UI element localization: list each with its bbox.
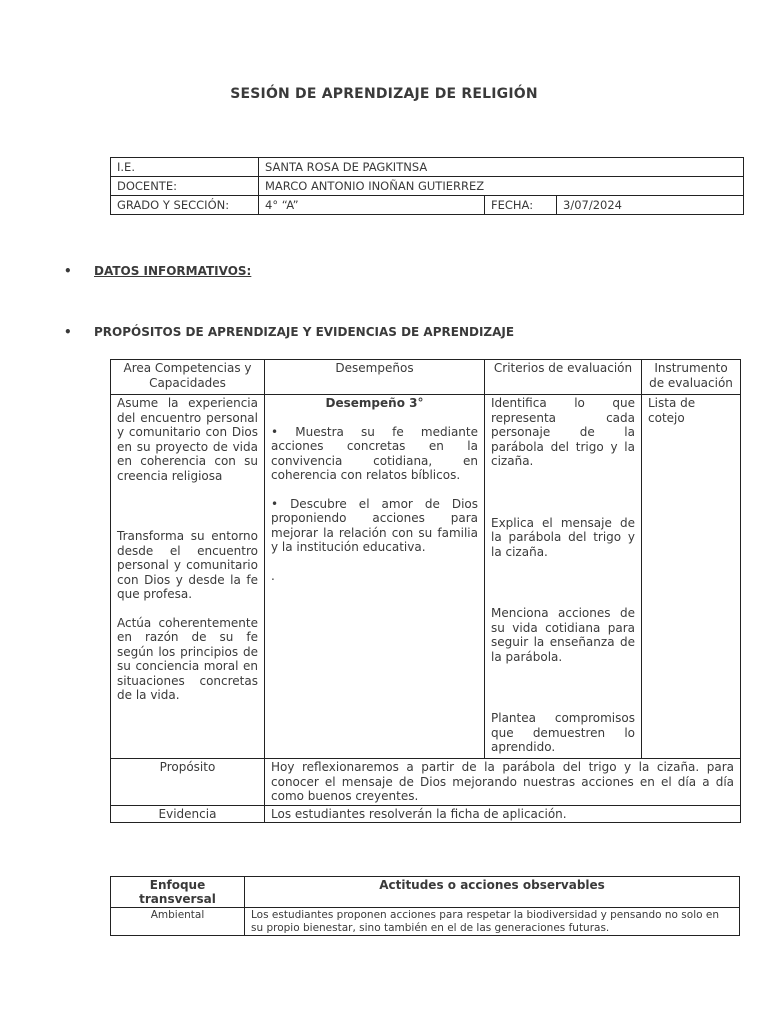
docente-value: MARCO ANTONIO INOÑAN GUTIERREZ (259, 177, 744, 196)
table-header-row (111, 360, 741, 395)
evidencia-label: Evidencia (111, 805, 265, 823)
instrumento-cell (642, 395, 741, 759)
section-propositos (64, 325, 514, 339)
header-instrumento: Instrumento de evaluación (642, 360, 741, 395)
section-heading: PROPÓSITOS DE APRENDIZAJE Y EVIDENCIAS DE APRENDIZAJE (94, 325, 515, 339)
competencias-cell (111, 395, 265, 759)
table-header-row (111, 877, 740, 908)
enfoque-table (110, 876, 740, 936)
evidencia-value: Los estudiantes resolverán la ficha de aplicación. (265, 805, 741, 823)
section-heading: DATOS INFORMATIVOS: (94, 264, 252, 278)
bullet: • (64, 325, 72, 339)
header-competencias: Area Competencias y Capacidades (111, 360, 265, 395)
desempeno-3: . (271, 568, 275, 583)
bullet: • (64, 264, 72, 278)
header-actitudes: Actitudes o acciones observables (245, 877, 740, 908)
ie-value: SANTA ROSA DE PAGKITNSA (259, 158, 744, 177)
criterio-3: Menciona acciones de su vida cotidiana para seguir la enseñanza de la parábola. (491, 606, 635, 664)
competencia-2: Transforma su entorno desde el encuentro personal y comunitario con Dios y desde la fe que profesa. (117, 529, 258, 601)
header-criterios: Criterios de evaluación (485, 360, 642, 395)
table-row (111, 908, 740, 936)
header-enfoque: Enfoque transversal (111, 877, 245, 908)
table-row (111, 395, 741, 759)
grado-label: GRADO Y SECCIÓN: (111, 196, 259, 215)
instrumento-value: Lista de cotejo (648, 396, 696, 425)
table-row (111, 158, 744, 177)
proposito-value: Hoy reflexionaremos a partir de la parábola del trigo y la cizaña. para conocer el mensaje de Dios mejorando nuestras acciones en el día a día como buenos creyentes. (265, 759, 741, 806)
desempeno-1: • Muestra su fe mediante acciones concretas en la convivencia cotidiana, en coherencia con relatos bíblicos. (271, 424, 478, 482)
criterio-2: Explica el mensaje de la parábola del trigo y la cizaña. (491, 515, 635, 559)
table-row (111, 805, 741, 823)
ie-label: I.E. (111, 158, 259, 177)
info-table (110, 157, 744, 215)
competencia-3: Actúa coherentemente en razón de su fe según los principios de su conciencia moral en situaciones concretas de la vida. (117, 615, 258, 702)
fecha-label: FECHA: (485, 196, 557, 215)
actitud-value: Los estudiantes proponen acciones para respetar la biodiversidad y pensando no solo en su propio bienestar, sino también en el de las generaciones futuras. (245, 908, 740, 936)
fecha-value: 3/07/2024 (557, 196, 744, 215)
table-row (111, 759, 741, 806)
desempeno-2: • Descubre el amor de Dios proponiendo acciones para mejorar la relación con su familia y la institución educativa. (271, 496, 478, 554)
enfoque-value: Ambiental (111, 908, 245, 936)
desempeno-title: Desempeño 3° (325, 396, 424, 410)
grado-value: 4° “A” (259, 196, 485, 215)
docente-label: DOCENTE: (111, 177, 259, 196)
section-datos-informativos (64, 264, 251, 278)
propositos-table (110, 359, 741, 823)
table-row (111, 177, 744, 196)
desempenos-cell (265, 395, 485, 759)
criterio-4: Plantea compromisos que demuestren lo aprendido. (491, 711, 635, 754)
criterios-cell (485, 395, 642, 759)
competencia-1: Asume la experiencia del encuentro personal y comunitario con Dios en su proyecto de vida en coherencia con su creencia religiosa (117, 396, 258, 483)
proposito-label: Propósito (111, 759, 265, 806)
header-desempenos: Desempeños (265, 360, 485, 395)
page-title: SESIÓN DE APRENDIZAJE DE RELIGIÓN (230, 86, 538, 102)
criterio-1: Identifica lo que representa cada personaje de la parábola del trigo y la cizaña. (491, 396, 635, 468)
table-row (111, 196, 744, 215)
